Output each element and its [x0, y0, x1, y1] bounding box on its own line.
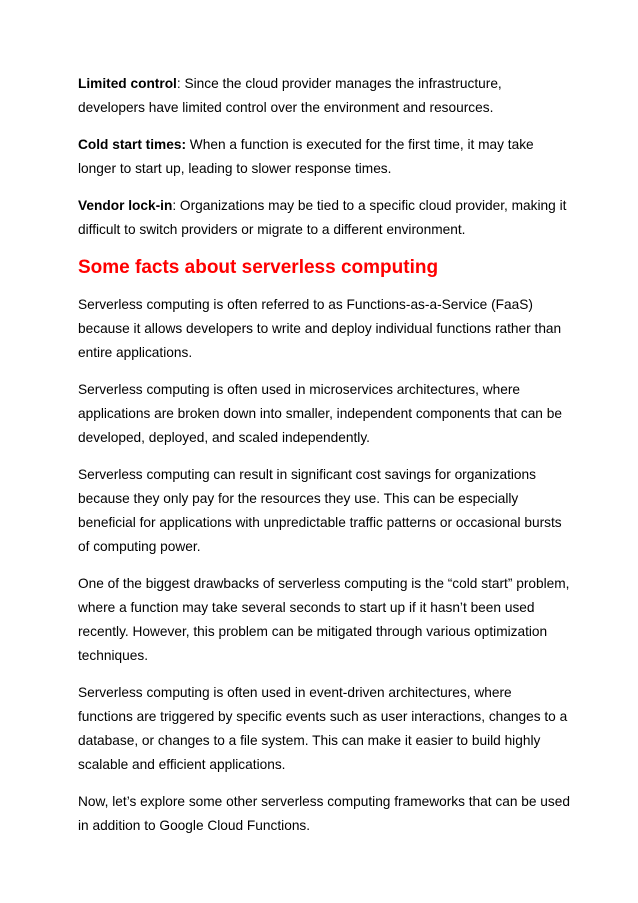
fact-paragraph: Serverless computing can result in significant cost savings for organizations because they only pay for the resources they use. This can be especially beneficial for applications with unpredictable traffic patterns or occasional bursts of computing power. — [78, 467, 562, 554]
drawback-term: Limited control — [78, 76, 177, 91]
drawback-text: Since the cloud provider manages the infrastructure, developers have limited control over the environment and resources. — [78, 76, 502, 115]
drawback-text: Organizations may be tied to a specific cloud provider, making it difficult to switch providers or migrate to a different environment. — [78, 198, 567, 237]
fact-paragraph: Serverless computing is often used in event-driven architectures, where functions are triggered by specific events such as user interactions, changes to a database, or changes to a file system. This can make it easier to build highly scalable and efficient applications. — [78, 685, 568, 772]
drawback-limited-control — [78, 72, 570, 120]
fact-paragraph: Serverless computing is often referred to as Functions-as-a-Service (FaaS) because it allows developers to write and deploy individual functions rather than entire applications. — [78, 297, 562, 360]
drawback-term: Vendor lock-in — [78, 198, 173, 213]
drawback-separator: : — [176, 76, 181, 91]
drawback-separator: : — [172, 198, 177, 213]
fact-paragraph: Serverless computing is often used in microservices architectures, where applications are broken down into smaller, independent components that can be developed, deployed, and scaled independently. — [78, 382, 562, 445]
section-heading: Some facts about serverless computing — [78, 257, 439, 278]
closing-paragraph: Now, let’s explore some other serverless computing frameworks that can be used in addition to Google Cloud Functions. — [78, 794, 570, 833]
drawback-cold-start — [78, 133, 570, 181]
fact-paragraph: One of the biggest drawbacks of serverless computing is the “cold start” problem, where a function may take several seconds to start up if it hasn’t been used recently. However, this problem can be mitigated through various optimization techniques. — [78, 576, 570, 663]
drawback-term: Cold start times: — [78, 137, 186, 152]
drawback-text: When a function is executed for the first time, it may take longer to start up, leading to slower response times. — [78, 137, 534, 176]
drawback-vendor-lock-in — [78, 194, 570, 242]
document-page — [78, 72, 570, 851]
